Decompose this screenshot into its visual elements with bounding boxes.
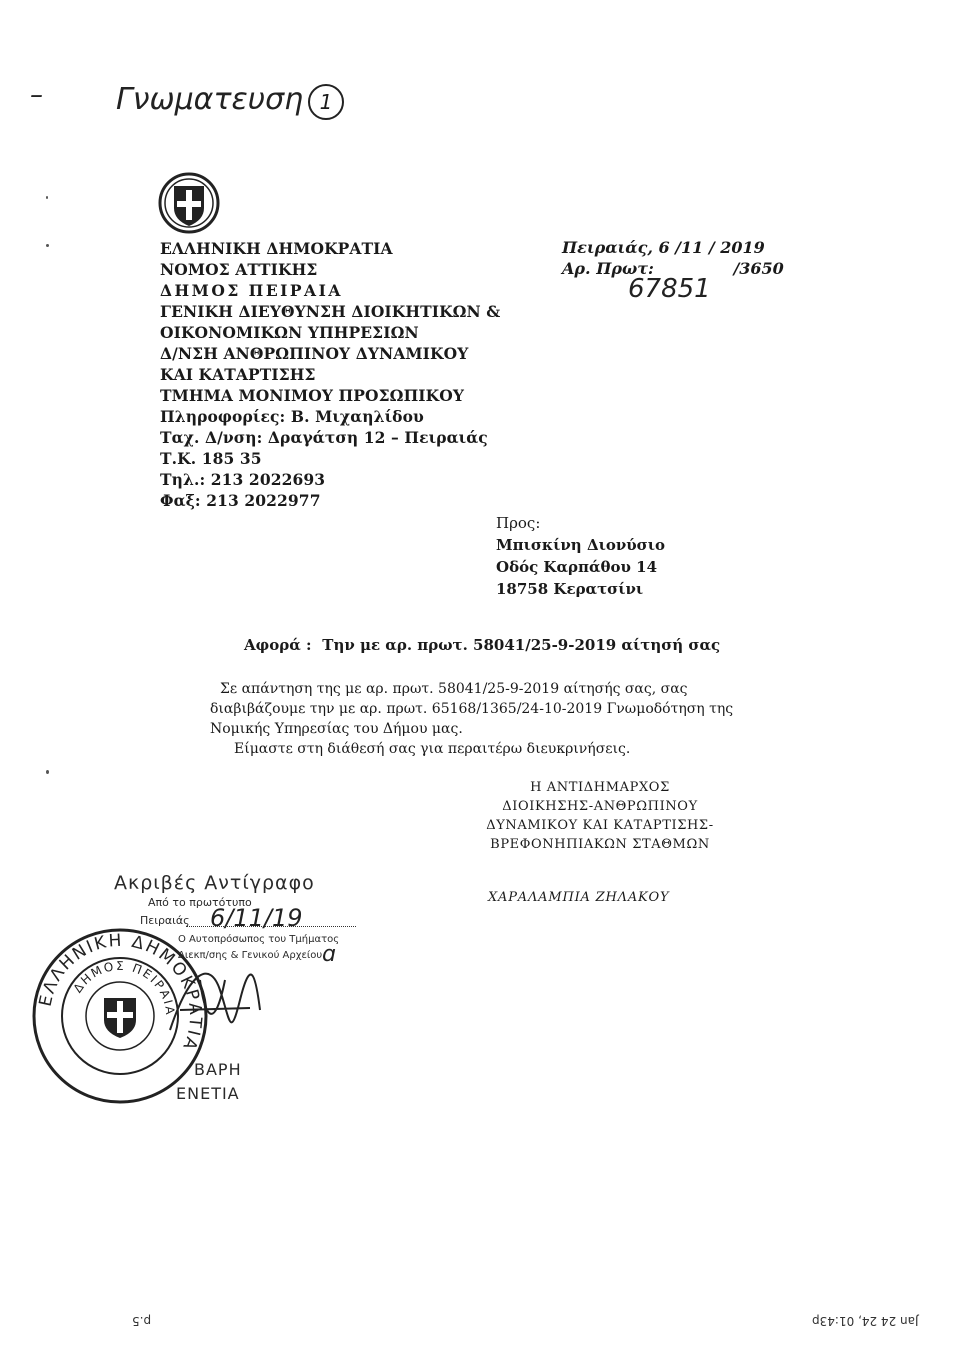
subject-line: [244, 636, 720, 654]
handwritten-dash: –: [30, 80, 43, 110]
seal-inner-text: ΔΗΜΟΣ ΠΕΙΡΑΙΑ: [70, 958, 178, 1018]
sender-line: Πληροφορίες: Β. Μιχαηλίδου: [160, 407, 424, 426]
sender-line: ΓΕΝΙΚΗ ΔΙΕΥΘΥΝΣΗ ΔΙΟΙΚΗΤΙΚΩΝ &: [160, 302, 501, 321]
copy-stamp-line1: Από το πρωτότυπο: [148, 896, 252, 909]
copy-stamp-place: Πειραιάς: [140, 914, 190, 927]
recipient-block: [496, 512, 665, 600]
copy-stamp-line3: Ο Αυτοπρόσωπος του Τμήματος: [178, 934, 340, 945]
body-line: διαβιβάζουμε την με αρ. πρωτ. 65168/1365/24-10-2019 Γνωμοδότηση της: [210, 701, 734, 717]
seal-outer-text: ΕΛΛΗΝΙΚΗ ΔΗΜΟΚΡΑΤΙΑ: [35, 930, 206, 1055]
subject-label: Αφορά :: [244, 636, 312, 654]
signature-line: ΒΡΕΦΟΝΗΠΙΑΚΩΝ ΣΤΑΘΜΩΝ: [490, 837, 710, 852]
circled-number: [308, 84, 344, 120]
sender-line: Τ.Κ. 185 35: [160, 449, 262, 468]
subject-text: Την με αρ. πρωτ. 58041/25-9-2019 αίτησή σας: [322, 636, 721, 654]
sender-line: ΕΛΛΗΝΙΚΗ ΔΗΜΟΚΡΑΤΙΑ: [160, 239, 393, 258]
signature-line: ΔΙΟΙΚΗΣΗΣ-ΑΝΘΡΩΠΙΝΟΥ: [502, 799, 698, 814]
letter-date: Πειραιάς, 6 /11 / 2019: [562, 238, 765, 257]
sender-line: Τηλ.: 213 2022693: [160, 470, 326, 489]
greek-emblem-icon: [158, 172, 220, 234]
handwritten-signature-icon: [160, 950, 270, 1050]
copy-stamp-line4: Διεκπ/σης & Γενικού Αρχείου: [178, 950, 323, 961]
scan-speck: [46, 770, 49, 774]
sender-block: [160, 238, 500, 511]
signatory-name: ΧΑΡΑΛΑΜΠΙΑ ΖΗΛΑΚΟΥ: [488, 890, 670, 905]
circled-number-text: 1: [319, 90, 333, 114]
stamp-name-fragment: ΒΑΡΗ: [194, 1060, 242, 1079]
signature-line: ΔΥΝΑΜΙΚΟΥ ΚΑΙ ΚΑΤΑΡΤΙΣΗΣ-: [486, 818, 714, 833]
sender-line: ΟΙΚΟΝΟΜΙΚΩΝ ΥΠΗΡΕΣΙΩΝ: [160, 323, 419, 342]
footer-timestamp: Jan 24 24, 01:43p: [812, 1314, 919, 1328]
recipient-name: Μπισκίνη Διονύσιο: [496, 536, 665, 554]
body-line: Είμαστε στη διάθεσή σας για περαιτέρω διευκρινήσεις.: [234, 741, 631, 757]
recipient-label: Προς:: [496, 514, 541, 532]
body-line: Νομικής Υπηρεσίας του Δήμου μας.: [210, 721, 463, 737]
signature-line: Η ΑΝΤΙΔΗΜΑΡΧΟΣ: [530, 780, 670, 795]
sender-line: Φαξ: 213 2022977: [160, 491, 321, 510]
sender-line: Δ/ΝΣΗ ΑΝΘΡΩΠΙΝΟΥ ΔΥΝΑΜΙΚΟΥ: [160, 344, 469, 363]
sender-line: ΝΟΜΟΣ ΑΤΤΙΚΗΣ: [160, 260, 318, 279]
protocol-label: Αρ. Πρωτ:: [562, 259, 654, 278]
stamp-name-fragment-2: ΕΝΕΤΙΑ: [176, 1084, 240, 1103]
handwritten-protocol-number: 67851: [628, 274, 711, 304]
sender-line: Ταχ. Δ/νση: Δραγάτση 12 – Πειραιάς: [160, 428, 488, 447]
scan-speck: [46, 196, 48, 199]
date-block: [562, 238, 784, 278]
footer-page-number: p.5: [132, 1314, 152, 1328]
sender-line: ΤΜΗΜΑ ΜΟΝΙΜΟΥ ΠΡΟΣΩΠΙΚΟΥ: [160, 386, 464, 405]
signature-block: [450, 778, 750, 854]
handwritten-stamp-date: 6/11/19: [210, 904, 303, 932]
scan-speck: [46, 244, 49, 247]
sender-line: ΔΗΜΟΣ ΠΕΙΡΑΙΑ: [160, 281, 343, 300]
body-line: Σε απάντηση της με αρ. πρωτ. 58041/25-9-2019 αίτησής σας, σας: [220, 681, 688, 697]
handwritten-title: Γνωματευση: [116, 82, 304, 117]
body-paragraph: [210, 679, 780, 759]
recipient-city: 18758 Κερατσίνι: [496, 580, 644, 598]
recipient-street: Οδός Καρπάθου 14: [496, 558, 658, 576]
copy-stamp-title: Ακριβές Αντίγραφο: [114, 872, 315, 894]
sender-line: ΚΑΙ ΚΑΤΑΡΤΙΣΗΣ: [160, 365, 316, 384]
handwritten-initials: ɑ: [322, 942, 336, 967]
protocol-suffix: /3650: [733, 259, 784, 278]
